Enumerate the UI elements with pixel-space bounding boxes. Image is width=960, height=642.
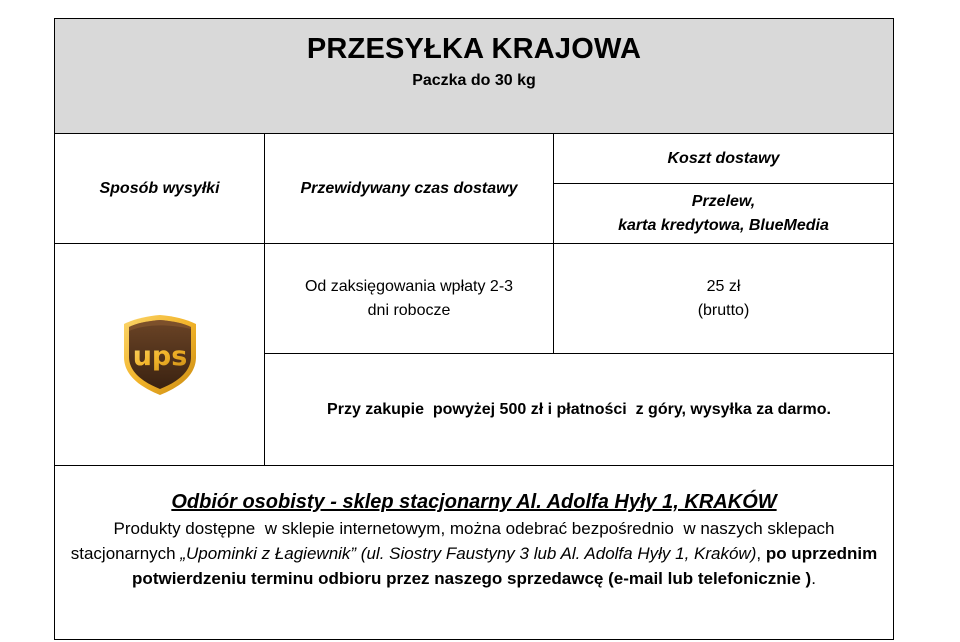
pickup-title: Odbiór osobisty - sklep stacjonarny Al. Adolfa Hyły 1, KRAKÓW: [171, 491, 777, 513]
pickup-text-1: Produkty dostępne w sklepie internetowym, można odebrać bezpośrednio w naszych sklepach stacjonarnych: [70, 519, 840, 563]
method-label: Sposób wysyłki: [99, 179, 220, 197]
cost-label: Koszt dostawy: [667, 149, 780, 167]
column-header-cost: [554, 134, 893, 183]
pickup-text-end: .: [811, 569, 816, 588]
pickup-section: [55, 465, 893, 639]
pickup-text-comma: ,: [756, 544, 766, 563]
free-shipping-note: Przy zakupie powyżej 500 zł i płatności z góry, wysyłka za darmo.: [327, 400, 831, 418]
ups-logo-text: ups: [132, 340, 187, 372]
payment-line-1: Przelew,: [691, 192, 756, 210]
pickup-text-bold: po uprzednim potwierdzeniu terminu odbioru przez naszego sprzedawcę (e-mail lub telefonicznie ): [132, 544, 878, 588]
price-cell: [554, 244, 893, 353]
time-label: Przewidywany czas dostawy: [300, 179, 518, 197]
page-subtitle: Paczka do 30 kg: [412, 72, 536, 89]
shipping-table: [54, 18, 894, 640]
time-line-2: dni robocze: [367, 301, 451, 319]
carrier-cell: [55, 244, 264, 465]
time-line-1: Od zaksięgowania wpłaty 2-3: [304, 277, 514, 295]
column-header-method: [55, 134, 264, 243]
ups-shield-icon: [121, 313, 199, 397]
payment-line-2: karta kredytowa, BlueMedia: [618, 216, 829, 234]
pickup-text-italic: „Upominki z Łagiewnik” (ul. Siostry Faustyny 3 lub Al. Adolfa Hyły 1, Kraków): [180, 544, 757, 563]
price-value: 25 zł: [706, 277, 741, 295]
column-header-time: [265, 134, 553, 243]
table-header: [55, 19, 893, 133]
price-note: (brutto): [697, 301, 750, 319]
page-title: PRZESYŁKA KRAJOWA: [306, 33, 642, 65]
pickup-description: [65, 516, 883, 591]
column-header-payment: [554, 184, 893, 243]
delivery-time-cell: [265, 244, 553, 353]
promo-cell: [265, 354, 893, 465]
